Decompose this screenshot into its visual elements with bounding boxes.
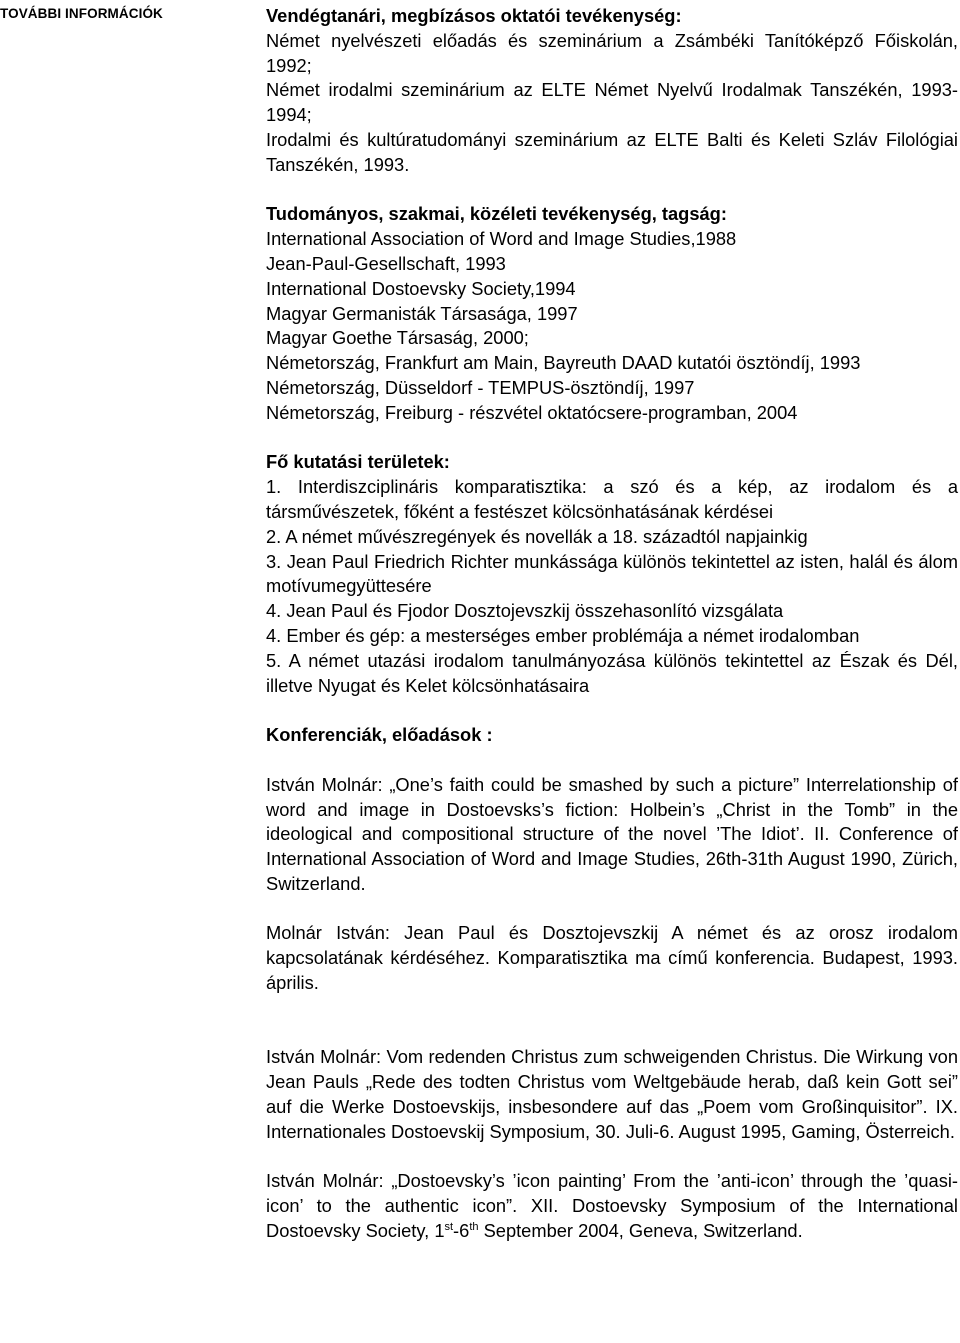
visiting-line: Irodalmi és kultúratudományi szeminárium az ELTE Balti és Keleti Szláv Filológiai Tanszékén, 1993.	[266, 128, 958, 175]
membership-item: Németország, Freiburg - részvétel oktatócsere-programban, 2004	[266, 401, 798, 423]
research-item: 5. A német utazási irodalom tanulmányozása különös tekintettel az Észak és Dél, illetve Nyugat és Kelet kölcsönhatásaira	[266, 649, 958, 696]
conferences-section	[266, 723, 958, 748]
conference-entry: István Molnár: „One’s faith could be smashed by such a picture” Interrelationship of word and image in Dostoevsks’s fiction: Holbein’s „Christ in the Tomb” in the ideological and compositional structure of the novel ’The Idiot’. II. Conference of International Association of Word and Image Studies, 26th-31th August 1990, Zürich, Switzerland.	[266, 773, 958, 894]
visiting-line: Német irodalmi szeminárium az ELTE Német Nyelvű Irodalmak Tanszékén, 1993-1994;	[266, 79, 958, 126]
membership-heading: Tudományos, szakmai, közéleti tevékenység, tagság:	[266, 203, 727, 225]
membership-item: International Association of Word and Image Studies,1988	[266, 228, 737, 250]
membership-item: Jean-Paul-Gesellschaft, 1993	[266, 252, 506, 274]
membership-item: Németország, Düsseldorf - TEMPUS-ösztöndíj, 1997	[266, 376, 695, 398]
visiting-teaching-section	[266, 4, 958, 178]
ordinal-suffix: st	[444, 1221, 454, 1234]
research-section	[266, 450, 958, 698]
research-item: 2. A német művészregények és novellák a 18. századtól napjainkig	[266, 525, 808, 547]
research-item: 4. Ember és gép: a mesterséges ember problémája a német irodalomban	[266, 624, 860, 646]
research-heading: Fő kutatási területek:	[266, 451, 450, 473]
membership-item: Németország, Frankfurt am Main, Bayreuth DAAD kutatói ösztöndíj, 1993	[266, 352, 861, 374]
ordinal-suffix: th	[469, 1221, 479, 1234]
research-item: 1. Interdiszciplináris komparatisztika: a szó és a kép, az irodalom és a társművészetek, főként a festészet kölcsönhatásának kérdései	[266, 476, 958, 522]
research-item: 3. Jean Paul Friedrich Richter munkássága különös tekintettel az isten, halál és álom motívumegyüttesére	[266, 550, 958, 597]
conference-text: -6	[453, 1220, 470, 1242]
conference-text: September 2004, Geneva, Switzerland.	[478, 1220, 803, 1242]
conference-entry-last	[266, 1169, 958, 1243]
content-column	[266, 4, 958, 1244]
membership-item: Magyar Goethe Társaság, 2000;	[266, 327, 529, 349]
membership-section	[266, 202, 958, 425]
membership-item: International Dostoevsky Society,1994	[266, 277, 576, 299]
conferences-heading: Konferenciák, előadások :	[266, 724, 493, 746]
conference-entry: Molnár István: Jean Paul és Dosztojevszkij A német és az orosz irodalom kapcsolatának kérdéséhez. Komparatisztika ma című konferencia. Budapest, 1993. április.	[266, 922, 958, 994]
research-item: 4. Jean Paul és Fjodor Dosztojevszkij összehasonlító vizsgálata	[266, 600, 784, 622]
conference-text: István Molnár: „Dostoevsky’s ’icon painting’ From the ’anti-icon’ through the ’quasi-icon’ to the authentic icon”. XII. Dostoevsky Symposium of the International Dostoevsky Society, 1	[266, 1170, 958, 1242]
side-label: TOVÁBBI INFORMÁCIÓK	[0, 6, 163, 21]
conference-entry: István Molnár: Vom redenden Christus zum schweigenden Christus. Die Wirkung von Jean Pauls „Rede des todten Christus vom Weltgebäude herab, daß kein Gott sei” auf die Werke Dostoevskijs, insbesondere auf das „Poem vom Großinquisitor”. IX. Internationales Dostoevskij Symposium, 30. Juli-6. August 1995, Gaming, Österreich.	[266, 1046, 958, 1142]
visiting-heading: Vendégtanári, megbízásos oktatói tevékenység:	[266, 5, 682, 26]
membership-item: Magyar Germanisták Társasága, 1997	[266, 302, 578, 324]
visiting-line: Német nyelvészeti előadás és szeminárium a Zsámbéki Tanítóképző Főiskolán, 1992;	[266, 29, 958, 76]
